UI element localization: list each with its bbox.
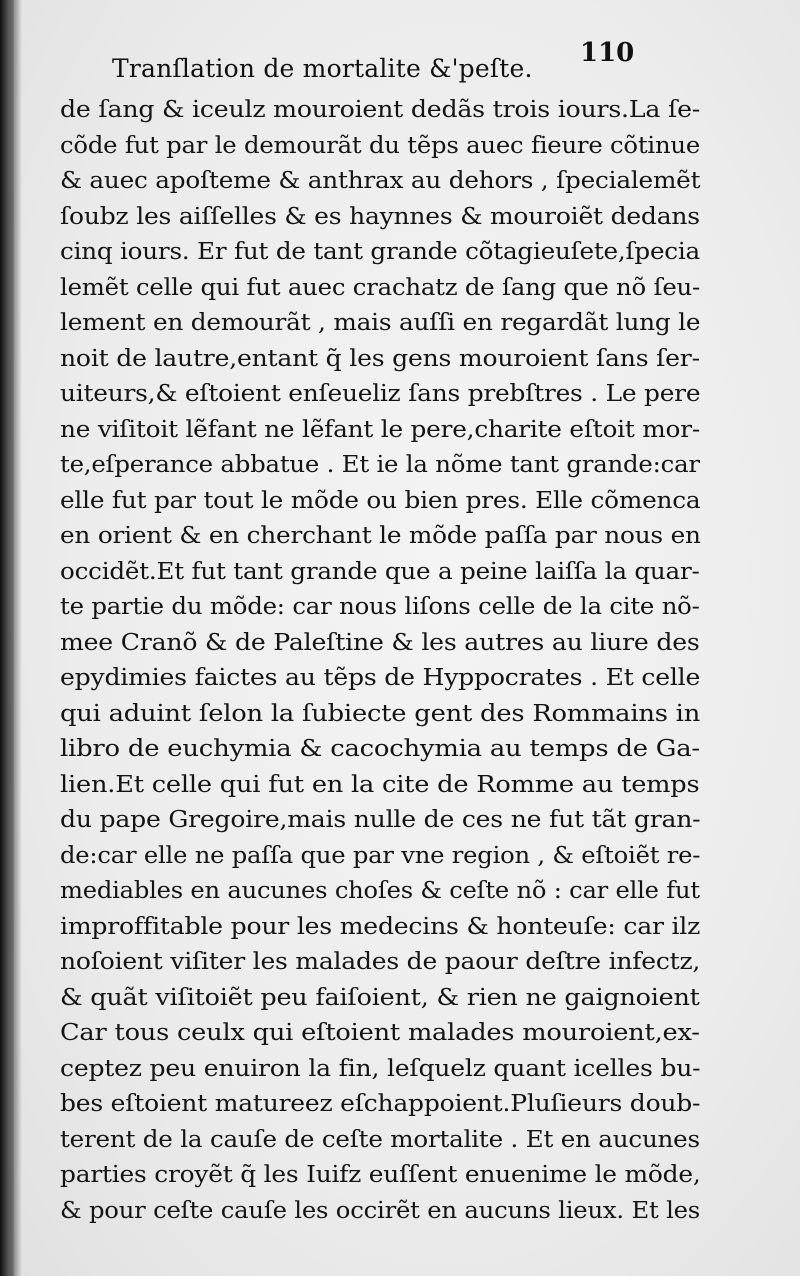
text-line: noit de lautre,entant q̃ les gens mouroient ſans ſer- <box>60 343 700 372</box>
text-line: elle fut par tout le mõde ou bien pres. Elle cõmenca <box>60 485 701 514</box>
text-line: ceptez peu enuiron la fin, leſquelz quant icelles bu- <box>60 1053 701 1082</box>
text-line: de ſang & iceulz mouroient dedãs trois iours.La ſe- <box>60 95 701 123</box>
text-line: & pour ceſte cauſe les occirẽt en aucuns lieux. Et les <box>60 1195 701 1224</box>
text-line: cõde fut par le demourãt du tẽps auec fieure cõtinue <box>60 130 701 159</box>
text-line: & quãt viſitoiẽt peu faiſoient, & rien ne gaignoient <box>60 982 700 1011</box>
text-line: ſoubz les aiſſelles & es haynnes & mouroiẽt dedans <box>60 201 700 230</box>
text-line: lien.Et celle qui fut en la cite de Romme au temps <box>60 769 700 798</box>
text-line: de:car elle ne paſſa que par vne region , & eſtoiẽt re- <box>60 840 701 869</box>
text-line: du pape Gregoire,mais nulle de ces ne fut tãt gran- <box>60 805 701 833</box>
text-line: ne viſitoit lẽfant ne lẽfant le pere,charite eſtoit mor- <box>60 414 700 443</box>
text-line: mediables en aucunes choſes & ceſte nõ : car elle fut <box>60 876 700 904</box>
text-line: uiteurs,& eſtoient enſeueliz ſans prebſtres . Le pere <box>60 379 701 407</box>
text-line: epydimies faictes au tẽps de Hyppocrates . Et celle <box>60 663 701 691</box>
running-title: Tranſlation de mortalite &'peſte. <box>112 54 533 83</box>
text-line: parties croyẽt q̃ les Iuifz euſſent enuenime le mõde, <box>60 1160 701 1188</box>
text-line: qui aduint ſelon la ſubiecte gent des Rommains in <box>60 698 701 727</box>
text-line: terent de la cauſe de ceſte mortalite . Et en aucunes <box>60 1124 700 1153</box>
text-line: occidẽt.Et fut tant grande que a peine laiſſa la quar- <box>60 556 700 585</box>
text-line: noſoient viſiter les malades de paour deſtre infectz, <box>60 947 701 975</box>
text-line: mee Cranõ & de Paleſtine & les autres au liure des <box>60 627 700 656</box>
text-line: te partie du mõde: car nous liſons celle de la cite nõ- <box>60 592 700 620</box>
body-text-block <box>60 92 710 1228</box>
text-line: bes eſtoient matureez eſchappoient.Pluſieurs doub- <box>60 1089 701 1117</box>
text-line: improffitable pour les medecins & honteuſe: car ilz <box>60 911 701 940</box>
running-head <box>112 38 635 88</box>
text-line: Car tous ceulx qui eſtoient malades mouroient,ex- <box>60 1018 700 1046</box>
text-line: libro de euchymia & cacochymia au temps de Ga- <box>60 734 700 762</box>
text-line: te,eſperance abbatue . Et ie la nõme tant grande:car <box>60 450 700 478</box>
text-line: cinq iours. Er fut de tant grande cõtagieuſete,ſpecia <box>60 237 700 265</box>
binding-gutter-shadow <box>0 0 22 1276</box>
text-line: & auec apoſteme & anthrax au dehors , ſpecialemẽt <box>60 166 701 194</box>
text-line: lement en demourãt , mais auſſi en regardãt lung le <box>60 308 701 336</box>
text-line: lemẽt celle qui fut auec crachatz de ſang que nõ ſeu- <box>60 272 701 301</box>
page-number: 110 <box>580 38 635 68</box>
text-line: en orient & en cherchant le mõde paſſa par nous en <box>60 521 701 549</box>
